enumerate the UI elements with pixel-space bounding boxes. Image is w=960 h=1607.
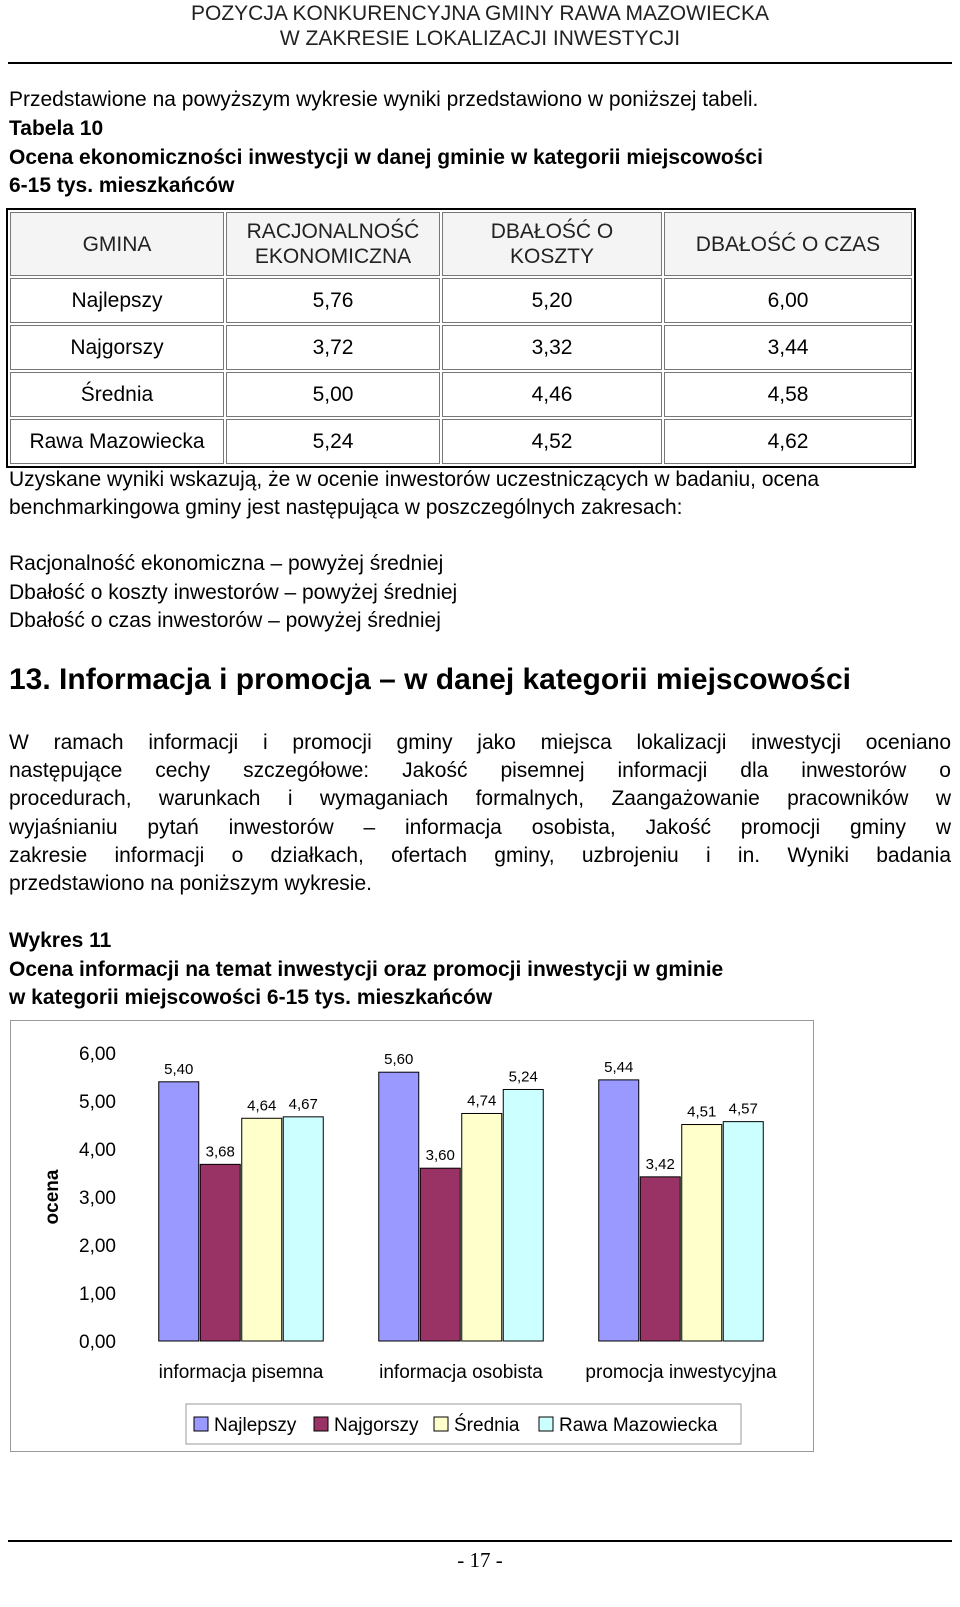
header-rule	[8, 62, 952, 64]
bar	[379, 1072, 419, 1341]
header-line-2: W ZAKRESIE LOKALIZACJI INWESTYCJI	[279, 27, 681, 50]
bar	[420, 1168, 460, 1341]
data-label: 5,24	[508, 1068, 538, 1086]
x-tick-label: promocja inwestycyjna	[585, 1362, 777, 1383]
legend-label: Najgorszy	[334, 1415, 419, 1436]
bar-chart	[11, 1021, 813, 1451]
y-tick-label: 2,00	[79, 1236, 116, 1257]
table-row	[10, 372, 912, 417]
y-axis-title: ocena	[42, 1169, 63, 1225]
data-label: 3,42	[645, 1155, 675, 1173]
legend-swatch	[539, 1417, 553, 1431]
header-cell: GMINA	[10, 212, 224, 276]
header-line-1: POZYCJA KONKURENCYJNA GMINY RAWA MAZOWIECKA	[191, 2, 769, 25]
section-para-line: procedurach, warunkach i wymaganiach formalnych, Zaangażowanie pracowników w	[9, 787, 951, 810]
table-cell: 3,72	[226, 325, 440, 370]
bar	[462, 1113, 502, 1341]
bar	[283, 1117, 323, 1341]
section-heading: 13. Informacja i promocja – w danej kategorii miejscowości	[9, 663, 851, 696]
y-tick-label: 4,00	[79, 1140, 116, 1161]
bar	[682, 1125, 722, 1341]
summary-line-1: Uzyskane wyniki wskazują, że w ocenie inwestorów uczestniczących w badaniu, ocena	[9, 468, 820, 491]
data-label: 4,51	[687, 1103, 717, 1121]
table-cell: 5,24	[226, 419, 440, 464]
data-label: 5,40	[164, 1060, 194, 1078]
bar	[159, 1082, 199, 1341]
data-label: 4,57	[728, 1100, 758, 1118]
chart-container	[10, 1020, 814, 1452]
section-para-line: przedstawiono na poniższym wykresie.	[9, 872, 372, 895]
bar	[503, 1089, 543, 1341]
table-title-1: Ocena ekonomiczności inwestycji w danej gminie w kategorii miejscowości	[9, 146, 763, 169]
table-cell: Średnia	[10, 372, 224, 417]
y-tick-label: 0,00	[79, 1332, 116, 1353]
data-label: 5,44	[604, 1058, 634, 1076]
footer-rule	[8, 1540, 952, 1542]
x-tick-label: informacja osobista	[379, 1362, 543, 1383]
data-label: 4,67	[288, 1095, 318, 1113]
data-label: 3,60	[425, 1147, 455, 1165]
bar	[723, 1122, 763, 1341]
data-label: 3,68	[205, 1143, 235, 1161]
table-cell: 6,00	[664, 278, 912, 323]
bar	[242, 1118, 282, 1341]
y-tick-label: 6,00	[79, 1044, 116, 1065]
data-label: 4,64	[247, 1097, 277, 1115]
table-cell: Rawa Mazowiecka	[10, 419, 224, 464]
summary-line-2: benchmarkingowa gminy jest następująca w poszczególnych zakresach:	[9, 496, 683, 519]
table-cell: 5,20	[442, 278, 662, 323]
data-label: 4,74	[467, 1092, 497, 1110]
chart-title-2: w kategorii miejscowości 6-15 tys. mieszkańców	[9, 986, 493, 1009]
section-para-line: zakresie informacji o działkach, ofertach gminy, uzbrojeniu i in. Wyniki badania	[9, 844, 951, 867]
y-tick-label: 5,00	[79, 1092, 116, 1113]
table-cell: 4,52	[442, 419, 662, 464]
table-row	[10, 278, 912, 323]
table-cell: 5,00	[226, 372, 440, 417]
y-tick-label: 3,00	[79, 1188, 116, 1209]
chart-label: Wykres 11	[9, 929, 112, 952]
legend-label: Rawa Mazowiecka	[559, 1415, 718, 1436]
bar	[599, 1080, 639, 1341]
table-cell: 5,76	[226, 278, 440, 323]
table-cell: Najgorszy	[10, 325, 224, 370]
bar	[640, 1177, 680, 1341]
finding-item: Racjonalność ekonomiczna – powyżej średniej	[9, 552, 444, 575]
finding-item: Dbałość o czas inwestorów – powyżej średniej	[9, 609, 441, 632]
table-title-2: 6-15 tys. mieszkańców	[9, 174, 235, 197]
table-cell: 4,46	[442, 372, 662, 417]
table-cell: 4,62	[664, 419, 912, 464]
legend-label: Najlepszy	[214, 1415, 297, 1436]
y-tick-label: 1,00	[79, 1284, 116, 1305]
table-cell: 3,32	[442, 325, 662, 370]
legend-label: Średnia	[454, 1415, 520, 1436]
header-cell: RACJONALNOŚĆ EKONOMICZNA	[226, 212, 440, 276]
section-para-line: wyjaśnianiu pytań inwestorów – informacja osobista, Jakość promocji gminy w	[9, 816, 951, 839]
header-cell: DBAŁOŚĆ O CZAS	[664, 212, 912, 276]
table-label: Tabela 10	[9, 117, 104, 140]
data-label: 5,60	[384, 1051, 414, 1069]
legend-swatch	[314, 1417, 328, 1431]
section-para-line: następujące cechy szczegółowe: Jakość pisemnej informacji dla inwestorów o	[9, 759, 951, 782]
results-table	[6, 208, 916, 468]
legend-swatch	[434, 1417, 448, 1431]
page-header	[0, 0, 960, 51]
table-row	[10, 419, 912, 464]
intro-text: Przedstawione na powyższym wykresie wyniki przedstawiono w poniższej tabeli.	[9, 88, 759, 111]
chart-title-1: Ocena informacji na temat inwestycji oraz promocji inwestycji w gminie	[9, 958, 724, 981]
table-cell: Najlepszy	[10, 278, 224, 323]
header-cell: DBAŁOŚĆ O KOSZTY	[442, 212, 662, 276]
bar	[200, 1164, 240, 1341]
x-tick-label: informacja pisemna	[158, 1362, 324, 1383]
table-header-row	[10, 212, 912, 276]
page-number: - 17 -	[457, 1548, 503, 1572]
legend-swatch	[194, 1417, 208, 1431]
table-row	[10, 325, 912, 370]
table-cell: 3,44	[664, 325, 912, 370]
section-para-line: W ramach informacji i promocji gminy jako miejsca lokalizacji inwestycji oceniano	[9, 731, 951, 754]
table-cell: 4,58	[664, 372, 912, 417]
finding-item: Dbałość o koszty inwestorów – powyżej średniej	[9, 581, 458, 604]
